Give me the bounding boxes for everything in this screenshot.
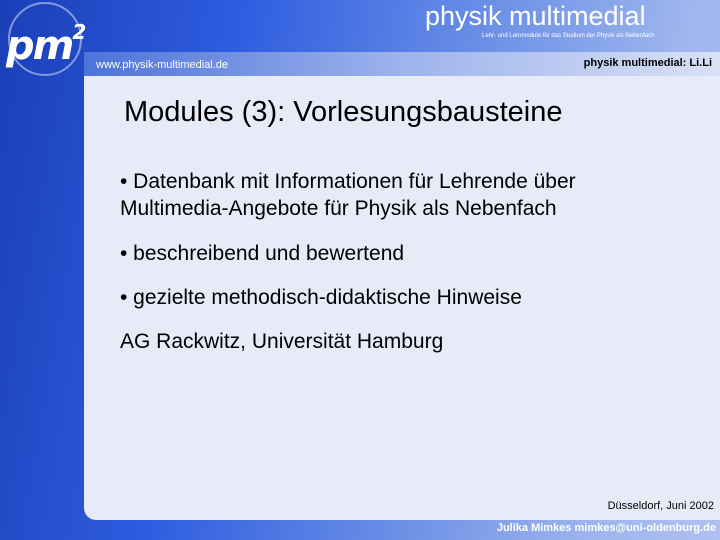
website-url: www.physik-multimedial.de [96,59,229,71]
slide-title: Modules (3): Vorlesungsbausteine [124,96,563,128]
brand-title: physik multimedial [425,1,646,31]
slide-content [84,76,720,520]
header-bar [84,52,720,76]
logo-main: pm [6,23,73,69]
footer-place-date: Düsseldorf, Juni 2002 [607,500,714,512]
bullet-database-line2: Multimedia-Angebote für Physik als Nebenfach [120,197,557,220]
logo-text [6,20,85,69]
bullet-database [120,168,576,222]
footer-author: Julika Mimkes mimkes@uni-oldenburg.de [496,522,716,534]
brand-subtitle: Lehr- und Lernmodule für das Studium der Physik als Nebenfach [482,33,655,39]
bullet-database-line1: • Datenbank mit Informationen für Lehrende über [120,170,576,193]
pm2-logo [0,0,90,85]
lecture-label: physik multimedial: Li.Li [583,57,712,69]
bullet-didactic: • gezielte methodisch-didaktische Hinweise [120,286,522,309]
bullet-descriptive: • beschreibend und bewertend [120,242,405,265]
logo-superscript: 2 [72,20,85,44]
group-credit: AG Rackwitz, Universität Hamburg [120,330,444,353]
